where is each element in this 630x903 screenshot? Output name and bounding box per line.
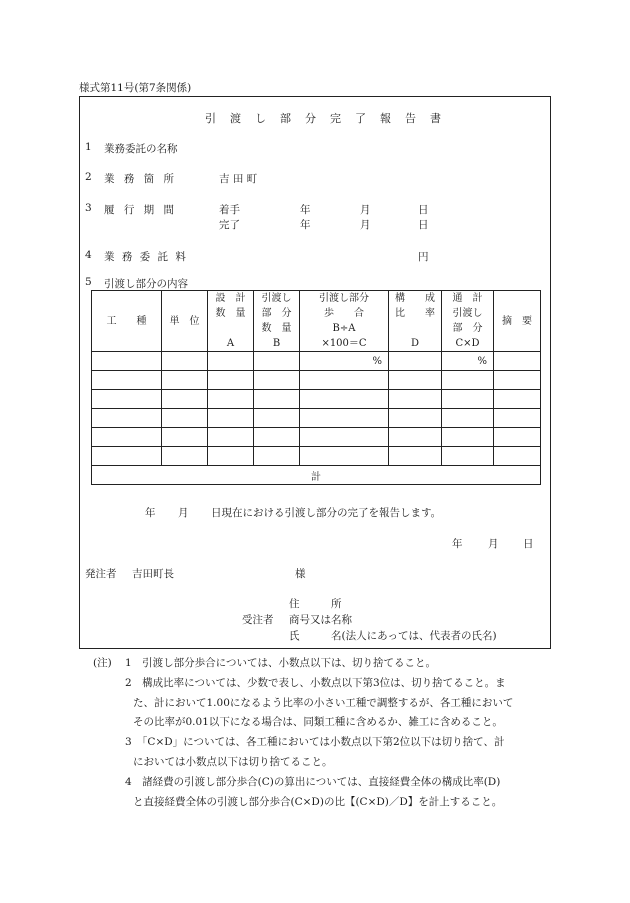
- item-4-label: 業 務 委 託 料: [104, 251, 188, 263]
- item-2-value: 吉 田 町: [219, 173, 258, 185]
- fee-unit: 円: [418, 251, 429, 263]
- start-year: 年: [300, 204, 311, 216]
- item-4-number: 4: [85, 249, 92, 261]
- partial-delivery-table: [91, 290, 541, 485]
- percent-cell: %: [300, 352, 389, 371]
- notes-marker: (注): [93, 657, 112, 669]
- table-row: [92, 428, 541, 447]
- percent-cell: %: [442, 352, 494, 371]
- report-statement: 日現在における引渡し部分の完了を報告します。: [211, 507, 442, 519]
- page-title: 引渡し部分完了報告書: [205, 112, 455, 125]
- table-row: [92, 371, 541, 390]
- start-month: 月: [360, 204, 371, 216]
- date-day: 日: [523, 538, 534, 550]
- item-2-number: 2: [85, 171, 92, 183]
- item-5-number: 5: [85, 276, 92, 288]
- item-3-label: 履 行 期 間: [104, 204, 178, 216]
- item-3-number: 3: [85, 202, 92, 214]
- contractor-label: 受注者: [242, 614, 274, 626]
- header-kousei: 構 成 比 率 D: [389, 291, 442, 352]
- header-koushu: 工 種: [92, 291, 162, 352]
- header-buai: 引渡し部分 歩 合 B÷A ×100＝C: [300, 291, 389, 352]
- table-total-row: [92, 466, 541, 485]
- item-1-label: 業務委託の名称: [104, 143, 178, 155]
- note-2-line-2: た、計において1.00になるよう比率の小さい工種で調整するが、各工種において: [133, 697, 514, 709]
- table-header-row: [92, 291, 541, 352]
- item-5-label: 引渡し部分の内容: [104, 278, 188, 290]
- contractor-address-label: 住 所: [289, 598, 342, 610]
- item-2-label: 業 務 箇 所: [104, 173, 178, 185]
- period-start-label: 着手: [219, 204, 240, 216]
- table-row: [92, 447, 541, 466]
- note-4-line-2: と直接経費全体の引渡し部分歩合(C×D)の比【(C×D)／D】を計上すること。: [133, 796, 503, 808]
- contractor-company-label: 商号又は名称: [289, 614, 352, 626]
- note-3-line-2: においては小数点以下は切り捨てること。: [133, 756, 333, 768]
- contractor-name-label: 氏 名(法人にあっては、代表者の氏名): [289, 630, 497, 642]
- note-2-line-1: 2 構成比率については、少数で表し、小数点以下第3位は、切り捨てること。ま: [125, 677, 506, 689]
- date-year: 年: [452, 538, 463, 550]
- note-3-line-1: 3 「C×D」については、各工種においては小数点以下第2位以下は切り捨て、計: [125, 736, 505, 748]
- end-day: 日: [418, 219, 429, 231]
- note-1: 1 引渡し部分歩合については、小数点以下は、切り捨てること。: [125, 657, 436, 669]
- orderer-name: 吉田町長: [132, 568, 174, 580]
- total-label: 計: [92, 466, 541, 485]
- start-day: 日: [418, 204, 429, 216]
- end-year: 年: [300, 219, 311, 231]
- header-tsuukei: 通 計 引渡し 部 分 C×D: [442, 291, 494, 352]
- table-row: [92, 390, 541, 409]
- period-end-label: 完了: [219, 219, 240, 231]
- form-number-label: 様式第11号(第7条関係): [79, 82, 192, 94]
- table-row: [92, 409, 541, 428]
- item-1-number: 1: [85, 141, 92, 153]
- header-tekiyou: 摘 要: [494, 291, 541, 352]
- note-4-line-1: 4 諸経費の引渡し部分歩合(C)の算出については、直接経費全体の構成比率(D): [125, 776, 501, 788]
- header-sekkei: 設 計 数 量 A: [208, 291, 254, 352]
- header-tani: 単 位: [162, 291, 208, 352]
- note-2-line-3: その比率が0.01以下になる場合は、同類工種に含めるか、雑工に含めること。: [133, 716, 503, 728]
- end-month: 月: [360, 219, 371, 231]
- date-month: 月: [488, 538, 499, 550]
- orderer-honorific: 様: [295, 568, 306, 580]
- orderer-label: 発注者: [85, 568, 117, 580]
- header-hikiwatashi: 引渡し 部 分 数 量 B: [254, 291, 300, 352]
- report-year: 年: [145, 507, 156, 519]
- report-month: 月: [178, 507, 189, 519]
- table-row: [92, 352, 541, 371]
